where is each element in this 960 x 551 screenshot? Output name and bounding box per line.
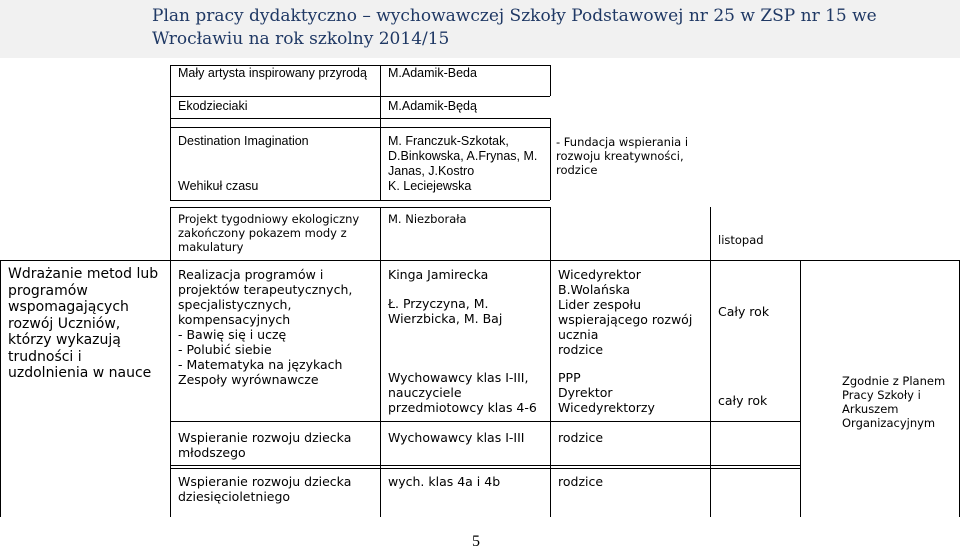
person-projekt: M. Niezborała	[388, 212, 467, 226]
partner-programy: Wicedyrektor B.Wolańska Lider zespołu wspierającego rozwój ucznia rodzice	[558, 267, 693, 357]
task-mlodszego: Wspieranie rozwoju dziecka młodszego	[178, 430, 352, 460]
task-ekodzieciaki: Ekodzieciaki	[178, 99, 248, 113]
task-destination: Destination Imagination	[178, 134, 309, 148]
task-projekt: Projekt tygodniowy ekologiczny zakończony pokazem mody z makulatury	[178, 212, 360, 254]
term-programy: Cały rok	[718, 304, 770, 319]
person-wehikul: K. Leciejewska	[388, 179, 472, 193]
person1-programy: Kinga Jamirecka	[388, 267, 489, 282]
person-dziesiecio: wych. klas 4a i 4b	[388, 474, 501, 489]
term-projekt: listopad	[718, 233, 764, 247]
term-zespoly: cały rok	[718, 393, 768, 408]
partner-zespoly: PPP Dyrektor Wicedyrektorzy	[558, 370, 655, 415]
task-zespoly: Zespoły wyrównawcze	[178, 372, 319, 387]
task-programy: Realizacja programów i projektów terapeutycznych, specjalistycznych, kompensacyjnych - Bawię się i uczę - Polubić siebie - Matematyka na językach	[178, 267, 353, 372]
person-mlodszego: Wychowawcy klas I-III	[388, 430, 525, 445]
person2-programy: Ł. Przyczyna, M. Wierzbicka, M. Baj	[388, 296, 503, 326]
task-wehikul: Wehikuł czasu	[178, 179, 259, 193]
task-dziesiecio: Wspieranie rozwoju dziecka dziesięcioletniego	[178, 474, 352, 504]
partner-dziesiecio: rodzice	[558, 474, 604, 489]
document-title: Plan pracy dydaktyczno – wychowawczej Szkoły Podstawowej nr 25 w ZSP nr 15 we Wrocławiu na rok szkolny 2014/15	[152, 6, 877, 49]
partner-mlodszego: rodzice	[558, 430, 604, 445]
page-number: 5	[472, 533, 480, 550]
person-maly-artysta: M.Adamik-Beda	[388, 66, 477, 80]
person-ekodzieciaki: M.Adamik-Będą	[388, 99, 477, 113]
document-header	[0, 0, 960, 58]
person-zespoly: Wychowawcy klas I-III, nauczyciele przedmiotowcy klas 4-6	[388, 370, 537, 415]
area-wdrazanie: Wdrażanie metod lub programów wspomagających rozwój Uczniów, którzy wykazują trudności i uzdolnienia w nauce	[8, 266, 159, 381]
partner-destination: - Fundacja wspierania i rozwoju kreatywności, rodzice	[556, 135, 689, 177]
persons-destination: M. Franczuk-Szkotak, D.Binkowska, A.Frynas, M. Janas, J.Kostro	[388, 134, 538, 178]
task-maly-artysta: Mały artysta inspirowany przyrodą	[178, 66, 367, 80]
note-wdrazanie: Zgodnie z Planem Pracy Szkoły i Arkuszem Organizacyjnym	[842, 374, 946, 430]
